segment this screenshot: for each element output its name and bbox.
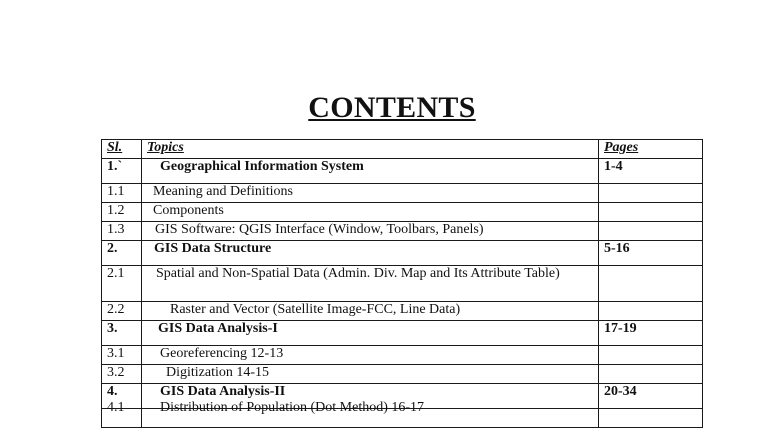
row-sl: 3.1	[102, 346, 142, 365]
row-sl: 4.	[102, 384, 142, 409]
row-topic: GIS Data Analysis-I	[142, 321, 599, 346]
table-row	[102, 203, 703, 222]
row-pages	[599, 365, 703, 384]
row-sl: 2.	[102, 241, 142, 266]
table-row	[102, 222, 703, 241]
row-pages	[599, 346, 703, 365]
header-topics: Topics	[142, 140, 599, 159]
row-pages	[599, 222, 703, 241]
row-pages: 20-34	[599, 384, 703, 409]
table-row	[102, 241, 703, 266]
row-pages: 17-19	[599, 321, 703, 346]
table-header-row	[102, 140, 703, 159]
row-sl: 2.2	[102, 302, 142, 321]
row-topic: GIS Software: QGIS Interface (Window, Toolbars, Panels)	[142, 222, 599, 241]
row-pages	[599, 409, 703, 428]
row-sl: 3.2	[102, 365, 142, 384]
row-topic: Geographical Information System	[142, 159, 599, 184]
row-pages: 5-16	[599, 241, 703, 266]
row-topic: Georeferencing 12-13	[142, 346, 599, 365]
table-row	[102, 184, 703, 203]
row-sl: 3.	[102, 321, 142, 346]
row-topic: GIS Data Structure	[142, 241, 599, 266]
table-row	[102, 159, 703, 184]
table-row	[102, 365, 703, 384]
table-row	[102, 346, 703, 365]
table-row	[102, 302, 703, 321]
row-sl: 1.2	[102, 203, 142, 222]
header-pages: Pages	[599, 140, 703, 159]
page-title: CONTENTS	[308, 91, 476, 124]
table-row	[102, 321, 703, 346]
contents-table	[101, 139, 703, 428]
row-topic	[142, 400, 599, 428]
row-topic: Spatial and Non-Spatial Data (Admin. Div. Map and Its Attribute Table)	[142, 266, 599, 302]
row-topic: Digitization 14-15	[142, 365, 599, 384]
row-topic-text: Distribution of Population (Dot Method) 16-17	[160, 400, 425, 415]
row-topic: Raster and Vector (Satellite Image-FCC, Line Data)	[142, 302, 599, 321]
row-topic: GIS Data Analysis-II	[142, 384, 599, 409]
header-sl: Sl.	[102, 140, 142, 159]
row-pages: 1-4	[599, 159, 703, 184]
row-pages	[599, 302, 703, 321]
row-topic: Meaning and Definitions	[142, 184, 599, 203]
row-pages	[599, 266, 703, 302]
row-sl	[102, 400, 142, 428]
table-row	[102, 409, 703, 428]
row-sl: 2.1	[102, 266, 142, 302]
row-pages	[599, 184, 703, 203]
row-sl: 1.3	[102, 222, 142, 241]
row-sl-text: 4.1	[107, 400, 125, 415]
row-topic: Components	[142, 203, 599, 222]
row-sl: 1.1	[102, 184, 142, 203]
row-pages	[599, 203, 703, 222]
table-row	[102, 266, 703, 302]
row-sl: 1.`	[102, 159, 142, 184]
